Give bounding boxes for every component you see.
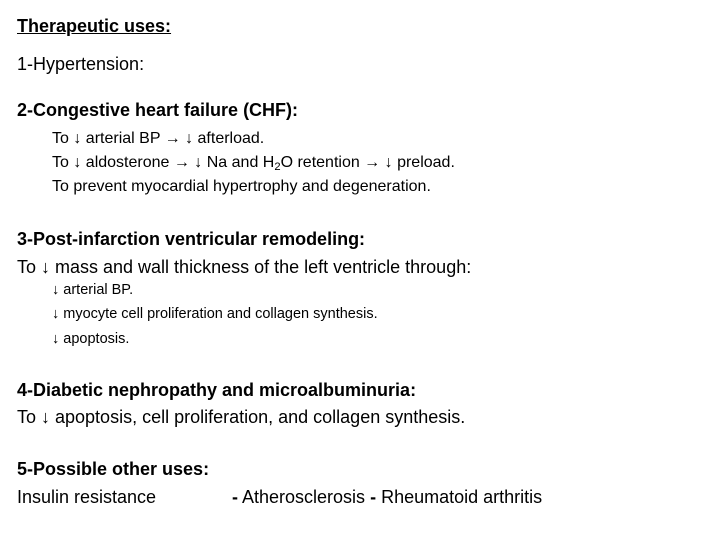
remodeling-bullet-myocyte: ↓ myocyte cell proliferation and collagen synthesis.	[52, 306, 378, 322]
slide-title: Therapeutic uses:	[17, 16, 172, 36]
section-other-uses-heading: 5-Possible other uses:	[17, 459, 210, 479]
chf-afterload-line: To ↓ arterial BP → ↓ afterload.	[52, 130, 265, 147]
other-use-rheumatoid-arthritis: Rheumatoid arthritis	[376, 487, 543, 507]
chf-preload-text-start: To ↓ aldosterone → ↓ Na and H	[52, 154, 275, 171]
other-uses-dash-1: -	[232, 487, 238, 507]
section-remodeling-heading: 3-Post-infarction ventricular remodeling:	[17, 229, 366, 249]
chf-preload-text-end: O retention → ↓ preload.	[280, 154, 455, 171]
section-chf-heading: 2-Congestive heart failure (CHF):	[17, 100, 299, 120]
remodeling-intro: To ↓ mass and wall thickness of the left ventricle through:	[17, 257, 472, 277]
other-uses-dash-2: -	[370, 487, 377, 507]
chf-preload-line	[52, 155, 455, 171]
section-hypertension-heading: 1-Hypertension:	[17, 54, 145, 74]
remodeling-bullet-bp: ↓ arterial BP.	[52, 282, 134, 298]
other-uses-right	[232, 488, 542, 506]
section-nephropathy-heading: 4-Diabetic nephropathy and microalbuminuria:	[17, 380, 417, 400]
other-use-insulin-resistance: Insulin resistance	[17, 487, 157, 507]
chf-hypertrophy-line: To prevent myocardial hypertrophy and degeneration.	[52, 178, 431, 195]
chf-preload-subscript: 2	[274, 161, 281, 173]
nephropathy-text: To ↓ apoptosis, cell proliferation, and collagen synthesis.	[17, 407, 466, 427]
remodeling-bullet-apoptosis: ↓ apoptosis.	[52, 331, 130, 347]
other-use-atherosclerosis: Atherosclerosis	[238, 487, 371, 507]
